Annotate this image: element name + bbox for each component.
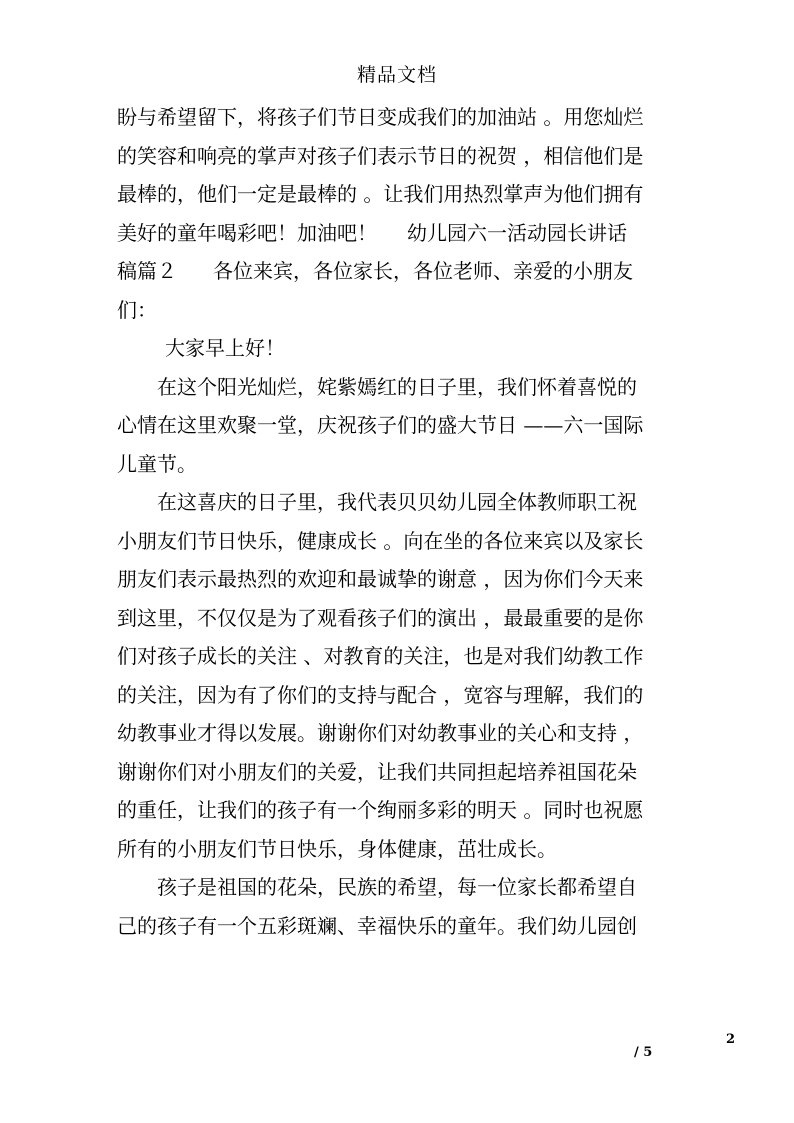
text-line: 心情在这里欢聚一堂，庆祝孩子们的盛大节日 ——六一国际 — [117, 413, 644, 437]
section-heading: 幼儿园六一活动园长讲话 — [407, 220, 627, 245]
document-body — [117, 98, 677, 945]
text-line: 到这里，不仅仅是为了观看孩子们的演出 ，最最重要的是你 — [117, 605, 644, 630]
text-line: 盼与希望留下，将孩子们节日变成我们的加油站 。用您灿烂 — [117, 105, 644, 129]
greeting-line: 大家早上好！ — [165, 336, 285, 360]
page-number: 2 — [726, 1032, 736, 1047]
text-segment: 各位来宾，各位家长，各位老师、亲爱的小朋友 — [213, 259, 633, 283]
text-line: 的关注，因为有了你们的支持与配合 ，宽容与理解，我们的 — [117, 682, 644, 707]
page-header-title: 精品文档 — [356, 64, 437, 86]
text-line: 小朋友们节日快乐，健康成长 。向在坐的各位来宾以及家长 — [117, 528, 644, 553]
paragraph-start: 在这个阳光灿烂，姹紫嫣红的日子里，我们怀着喜悦的 — [157, 374, 637, 399]
text-line: 的笑容和响亮的掌声对孩子们表示节日的祝贺 ，相信他们是 — [117, 143, 644, 168]
text-line-with-heading — [117, 252, 677, 291]
text-segment: 美好的童年喝彩吧！加油吧！ — [117, 220, 377, 245]
text-line: 们： — [117, 297, 157, 322]
section-heading-cont: 稿篇２ — [117, 259, 177, 283]
page-total: / 5 — [634, 1045, 653, 1060]
text-line: 的重任，让我们的孩子有一个绚丽多彩的明天 。同时也祝愿 — [117, 798, 644, 822]
paragraph-start: 孩子是祖国的花朵，民族的希望，每一位家长都希望自 — [157, 875, 637, 899]
text-line: 最棒的，他们一定是最棒的 。让我们用热烈掌声为他们拥有 — [117, 182, 644, 206]
text-line: 们对孩子成长的关注 、对教育的关注，也是对我们幼教工作 — [117, 644, 644, 668]
text-line: 所有的小朋友们节日快乐，身体健康，茁壮成长。 — [117, 836, 557, 861]
text-line: 儿童节。 — [117, 451, 197, 476]
text-line: 己的孩子有一个五彩斑斓、幸福快乐的童年。我们幼儿园创 — [117, 913, 637, 938]
text-line: 谢谢你们对小朋友们的关爱，让我们共同担起培养祖国花朵 — [117, 759, 637, 784]
paragraph-start: 在这喜庆的日子里，我代表贝贝幼儿园全体教师职工祝 — [157, 490, 637, 514]
text-line: 幼教事业才得以发展。谢谢你们对幼教事业的关心和支持 ， — [117, 721, 644, 745]
text-line: 朋友们表示最热烈的欢迎和最诚挚的谢意 ，因为你们今天来 — [117, 567, 644, 591]
text-line-with-heading — [117, 214, 677, 253]
